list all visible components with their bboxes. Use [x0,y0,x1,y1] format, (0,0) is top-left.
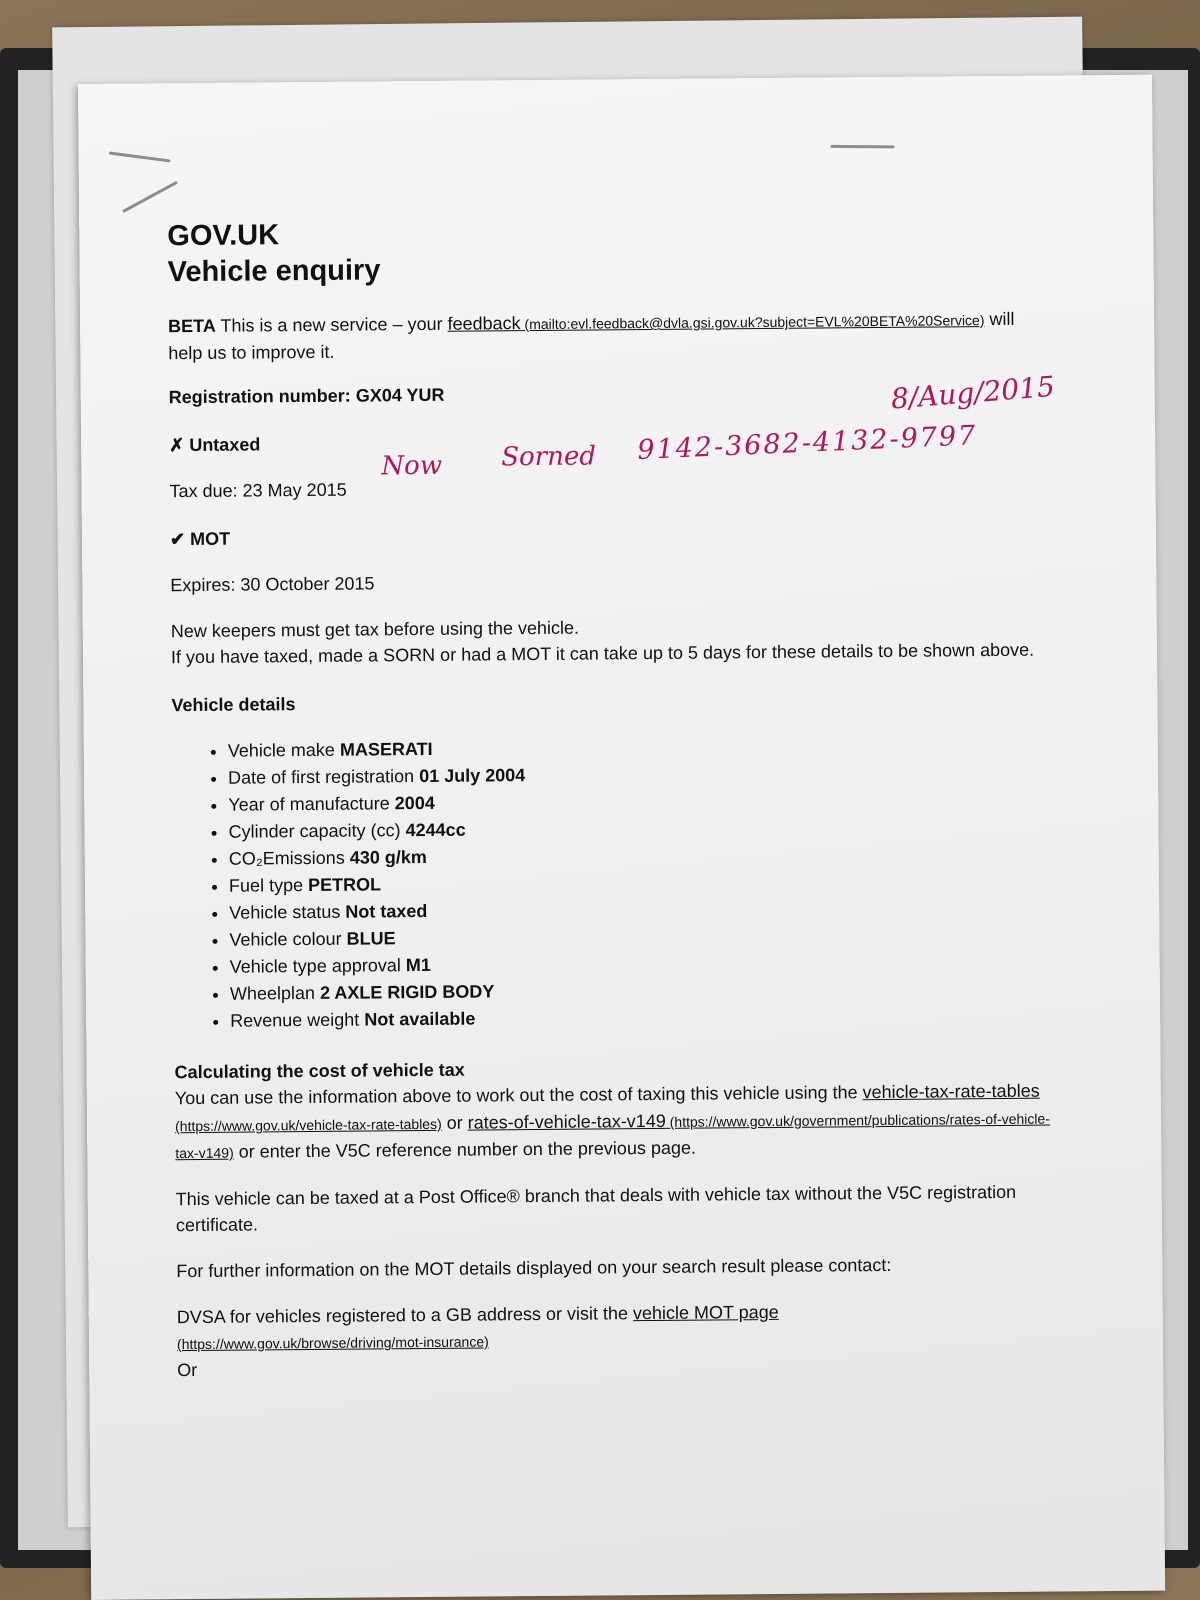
list-item: • Wheelplan 2 AXLE RIGID BODY [230,974,1054,1008]
page-title: Vehicle enquiry [167,254,381,289]
feedback-link[interactable]: feedback [447,313,521,334]
list-item: • Cylinder capacity (cc) 4244cc [228,812,1052,846]
further-info-text: For further information on the MOT details displayed on your search result please contact: [176,1254,892,1282]
check-icon: ✔ [169,529,186,550]
handwritten-now: Now [381,450,443,482]
notice-line-2: If you have taxed, made a SORN or had a MOT it can take up to 5 days for these details to be shown above. [170,639,1035,668]
cross-icon: ✗ [169,435,185,456]
staple-icon [122,181,178,213]
registration-value: GX04 YUR [355,384,445,406]
tax-due: Tax due: 23 May 2015 [169,479,347,502]
mot-expires: Expires: 30 October 2015 [170,573,375,596]
cost-paragraph: You can use the information above to work out the cost of taxing this vehicle using the vehicle-tax-rate-tables (https://www.gov.uk/vehicle-tax-rate-tables) or rates-of-vehicle-tax-v149 (https://www.gov.uk/government/publications/rates-of-vehicle-tax-v149) or enter the V5C reference number on the previous page. [174,1080,1051,1162]
vehicle-tax-rate-tables-url[interactable]: (https://www.gov.uk/vehicle-tax-rate-tables) [175,1115,442,1135]
site-name: GOV.UK [167,219,280,253]
list-item: • Revenue weight Not available [230,1001,1054,1035]
list-item: • Vehicle status Not taxed [229,893,1053,927]
handwritten-sorned: Sorned [501,441,597,473]
beta-banner [168,306,1048,367]
staple-icon [109,151,171,162]
staple-icon [831,145,895,149]
list-item: • Vehicle colour BLUE [229,920,1053,954]
vehicle-details-list [208,731,1055,1035]
beta-text: This is a new service – your [215,313,448,336]
list-item: • Fuel type PETROL [229,866,1053,900]
notice-line-1: New keepers must get tax before using the vehicle. [170,617,580,642]
or-text: Or [177,1360,198,1381]
rates-of-vehicle-tax-link[interactable]: rates-of-vehicle-tax-v149 [467,1110,666,1133]
handwritten-date: 8/Aug/2015 [889,369,1056,416]
list-item: • Vehicle make MASERATI [228,731,1052,765]
vehicle-mot-page-url[interactable]: (https://www.gov.uk/browse/driving/mot-insurance) [176,1333,489,1353]
list-item: • Year of manufacture 2004 [228,785,1052,819]
mot-status [170,519,1050,553]
beta-tag: BETA [168,315,216,337]
vehicle-mot-page-link[interactable]: vehicle MOT page [632,1301,779,1324]
vehicle-details-heading: Vehicle details [171,694,296,716]
tax-status-label: Untaxed [189,434,261,456]
cost-heading: Calculating the cost of vehicle tax [174,1059,465,1083]
vehicle-tax-rate-tables-link[interactable]: vehicle-tax-rate-tables [862,1080,1040,1103]
handwritten-reference: 9142-3682-4132-9797 [636,420,978,467]
feedback-link-url[interactable]: (mailto:evl.feedback@dvla.gsi.gov.uk?subject=EVL%20BETA%20Service) [520,312,985,333]
dvsa-text: DVSA for vehicles registered to a GB address or visit the vehicle MOT page [176,1301,779,1328]
printed-page [78,75,1165,1600]
post-office-text: This vehicle can be taxed at a Post Office® branch that deals with vehicle tax without the V5C registration certificate. [175,1181,1017,1236]
list-item: • Vehicle type approval M1 [230,947,1054,981]
list-item: • Date of first registration 01 July 2004 [228,758,1052,792]
registration-label: Registration number: [168,385,351,408]
list-item: • CO₂Emissions 430 g/km [229,839,1053,873]
rates-of-vehicle-tax-url[interactable]: (https://www.gov.uk/government/publications/rates-of-vehicle-tax-v149) [175,1110,1051,1162]
mot-status-label: MOT [189,528,231,550]
beta-text-after: will help us to improve it. [168,308,1015,364]
